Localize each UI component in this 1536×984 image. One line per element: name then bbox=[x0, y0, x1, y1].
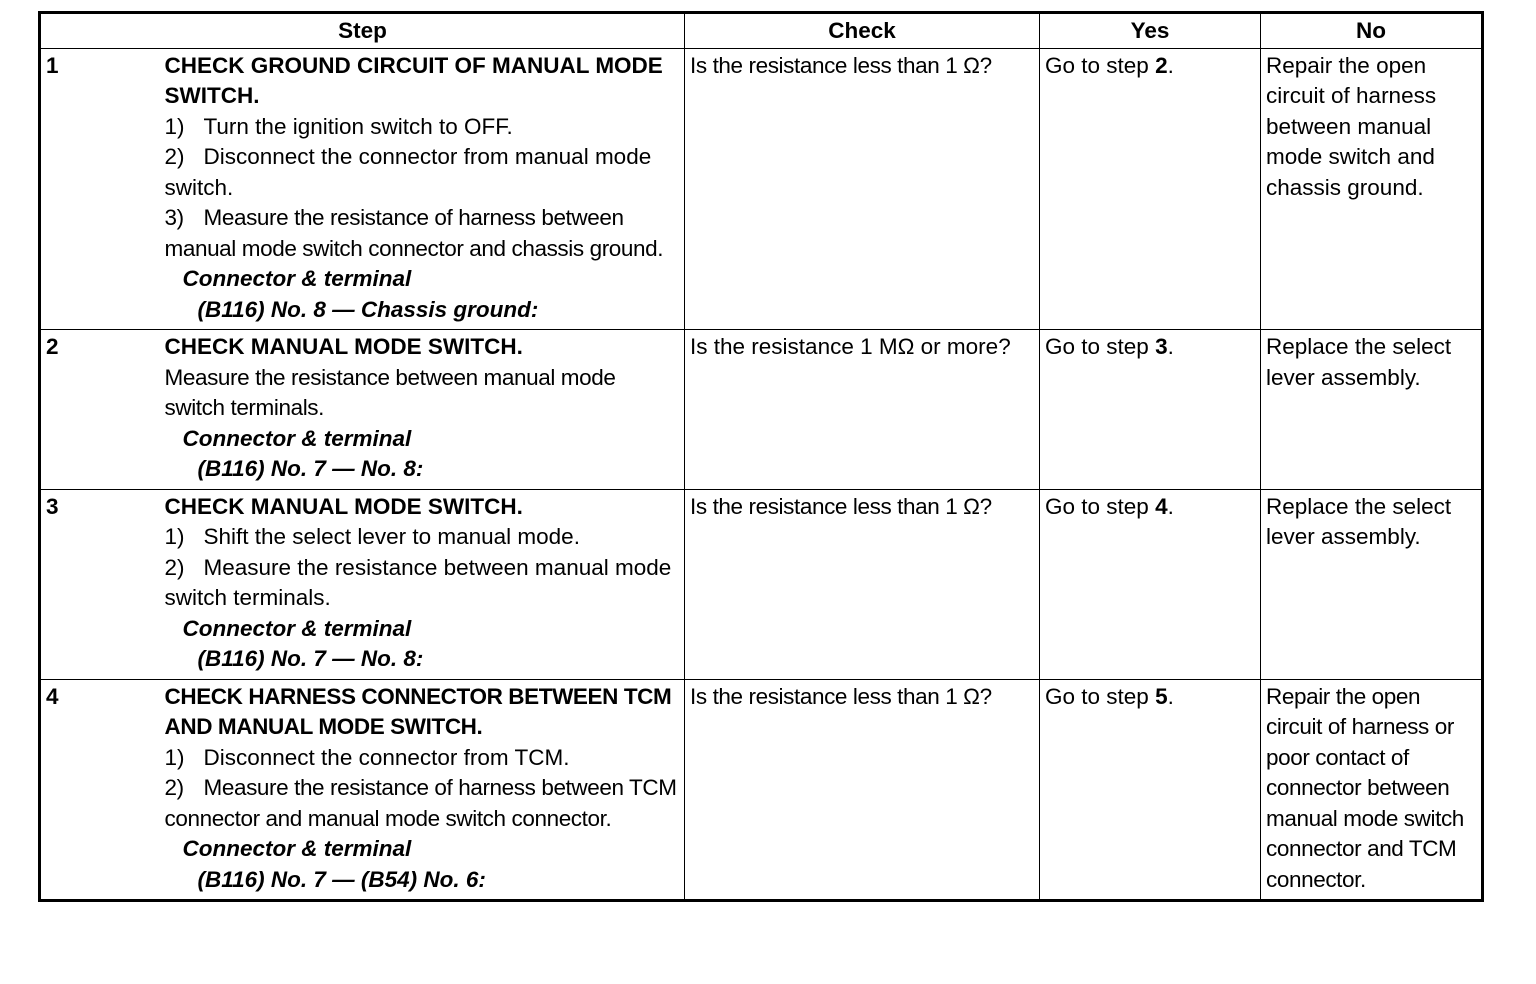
step-cell bbox=[160, 330, 685, 490]
yes-step-number: 4 bbox=[1155, 493, 1168, 519]
step-line-text: Measure the resistance between manual mode switch terminals. bbox=[164, 554, 672, 610]
step-line-number: 2) bbox=[164, 144, 185, 169]
step-number: 1 bbox=[40, 48, 160, 330]
step-number: 2 bbox=[40, 330, 160, 490]
step-line-number: 1) bbox=[164, 744, 185, 770]
step-line-number: 2) bbox=[164, 775, 184, 800]
yes-prefix: Go to step bbox=[1045, 52, 1156, 78]
header-check: Check bbox=[685, 13, 1040, 49]
yes-cell bbox=[1040, 679, 1261, 901]
connector-label: Connector & terminal bbox=[182, 266, 412, 291]
connector-value: (B116) No. 7 — No. 8: bbox=[197, 646, 424, 671]
step-cell bbox=[160, 679, 685, 901]
table-row bbox=[40, 679, 1483, 901]
no-cell: Replace the select lever assembly. bbox=[1261, 489, 1483, 679]
connector-value: (B116) No. 8 — Chassis ground: bbox=[197, 296, 539, 322]
connector-label: Connector & terminal bbox=[182, 836, 412, 861]
yes-cell bbox=[1040, 330, 1261, 490]
step-title: CHECK MANUAL MODE SWITCH. bbox=[164, 493, 523, 519]
no-cell: Repair the open circuit of harness between manual mode switch and chassis ground. bbox=[1261, 48, 1483, 330]
step-text: Measure the resistance between manual mode switch terminals. bbox=[164, 364, 616, 420]
step-line bbox=[165, 522, 680, 553]
step-line-text: Measure the resistance of harness between TCM connector and manual mode switch connector. bbox=[164, 775, 677, 831]
header-row bbox=[40, 13, 1483, 49]
step-line-text: Disconnect the connector from manual mode switch. bbox=[164, 144, 652, 200]
diagnostic-table bbox=[38, 11, 1484, 902]
yes-suffix: . bbox=[1167, 493, 1174, 519]
step-line bbox=[165, 142, 680, 203]
connector-label: Connector & terminal bbox=[182, 615, 412, 641]
step-line-number: 2) bbox=[164, 554, 185, 580]
step-line-text: Measure the resistance of harness between manual mode switch connector and chassis ground. bbox=[164, 205, 664, 261]
step-number: 3 bbox=[40, 489, 160, 679]
step-title: CHECK HARNESS CONNECTOR BETWEEN TCM AND MANUAL MODE SWITCH. bbox=[164, 683, 672, 739]
yes-step-number: 2 bbox=[1155, 52, 1168, 78]
step-line bbox=[165, 112, 680, 143]
yes-prefix: Go to step bbox=[1045, 334, 1156, 359]
step-title: CHECK MANUAL MODE SWITCH. bbox=[164, 334, 523, 359]
step-cell bbox=[160, 489, 685, 679]
table-row bbox=[40, 48, 1483, 330]
check-cell: Is the resistance less than 1 Ω? bbox=[685, 679, 1040, 901]
header-yes: Yes bbox=[1040, 13, 1261, 49]
check-cell: Is the resistance less than 1 Ω? bbox=[685, 489, 1040, 679]
step-line-number: 1) bbox=[164, 524, 185, 549]
step-line-number: 3) bbox=[164, 205, 184, 230]
no-cell: Repair the open circuit of harness or poor contact of connector between manual mode switch connector and TCM connector. bbox=[1261, 679, 1483, 901]
yes-cell bbox=[1040, 489, 1261, 679]
header-no: No bbox=[1261, 13, 1483, 49]
check-cell: Is the resistance 1 MΩ or more? bbox=[685, 330, 1040, 490]
step-number: 4 bbox=[40, 679, 160, 901]
step-line-number: 1) bbox=[164, 113, 185, 139]
table-row bbox=[40, 330, 1483, 490]
yes-step-number: 3 bbox=[1155, 334, 1168, 359]
connector-value: (B116) No. 7 — No. 8: bbox=[197, 456, 424, 481]
no-cell: Replace the select lever assembly. bbox=[1261, 330, 1483, 490]
step-line-text: Disconnect the connector from TCM. bbox=[203, 744, 570, 770]
yes-prefix: Go to step bbox=[1045, 683, 1156, 709]
connector-label: Connector & terminal bbox=[182, 425, 412, 451]
step-line bbox=[165, 773, 680, 834]
step-line bbox=[165, 553, 680, 614]
step-line bbox=[165, 203, 680, 264]
step-line-text: Shift the select lever to manual mode. bbox=[203, 524, 580, 549]
header-step: Step bbox=[40, 13, 685, 49]
check-cell: Is the resistance less than 1 Ω? bbox=[685, 48, 1040, 330]
step-line bbox=[165, 743, 680, 774]
connector-value: (B116) No. 7 — (B54) No. 6: bbox=[197, 866, 486, 892]
yes-suffix: . bbox=[1167, 334, 1174, 359]
yes-cell bbox=[1040, 48, 1261, 330]
table-row bbox=[40, 489, 1483, 679]
yes-suffix: . bbox=[1167, 683, 1174, 709]
step-title: CHECK GROUND CIRCUIT OF MANUAL MODE SWITCH. bbox=[164, 52, 663, 108]
yes-prefix: Go to step bbox=[1045, 493, 1156, 519]
yes-step-number: 5 bbox=[1155, 683, 1168, 709]
yes-suffix: . bbox=[1167, 52, 1174, 78]
step-cell bbox=[160, 48, 685, 330]
step-line-text: Turn the ignition switch to OFF. bbox=[203, 113, 513, 139]
